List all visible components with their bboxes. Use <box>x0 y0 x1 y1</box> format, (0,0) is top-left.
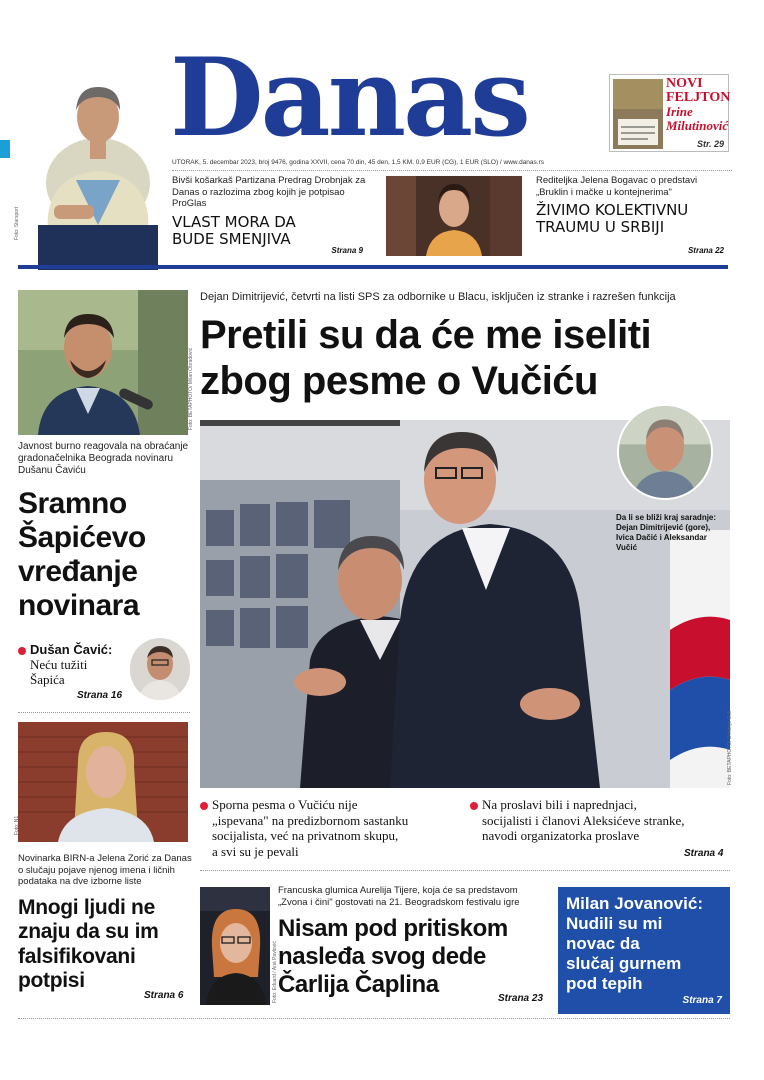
jovanovic-headline-1: Nudili su mi <box>566 914 663 933</box>
bottom-middle-headline-2: nasleđa svog dede <box>278 943 486 970</box>
bottom-middle-story[interactable] <box>278 885 550 999</box>
top-story-1[interactable] <box>172 175 367 257</box>
caption-line-2: Dejan Dimitrijević (gore), <box>616 523 711 532</box>
main-story[interactable] <box>200 290 730 404</box>
top-story-1-page: Strana 9 <box>331 246 363 255</box>
tijere-photo <box>200 887 270 1005</box>
main-bullet-1[interactable] <box>200 797 462 859</box>
cavic-quote[interactable] <box>18 642 138 687</box>
main-bullet-2[interactable] <box>470 797 732 844</box>
bottom-left-page: Strana 6 <box>144 990 184 1001</box>
feljton-author-1: Irine <box>666 104 693 119</box>
feljton-page: Str. 29 <box>696 139 724 149</box>
bottom-middle-headline-1: Nisam pod pritiskom <box>278 915 508 942</box>
zoric-photo-credit: Foto: N1 <box>14 815 20 835</box>
caption-line-1: Da li se bliži kraj saradnje: <box>616 513 717 522</box>
main-bullet-2-line-1: Na proslavi bili i naprednjaci, <box>482 797 637 812</box>
top-story-2-page: Strana 22 <box>687 246 724 255</box>
jovanovic-headline-2: novac da <box>566 934 640 953</box>
sapic-photo <box>18 290 188 435</box>
left-story-headline-1: Sramno <box>18 487 127 520</box>
zoric-photo <box>18 722 188 842</box>
top-story-2-headline-2: TRAUMU U SRBIJI <box>536 218 665 236</box>
main-story-kicker: Dejan Dimitrijević, četvrti na listi SPS za odbornike u Blacu, isključen iz stranke i razrešen funkcija <box>200 291 676 303</box>
left-story-kicker: Javnost burno reagovala na obraćanje gradonačelnika Beograda novinaru Dušanu Čaviću <box>18 441 189 476</box>
cyan-marker <box>0 140 10 158</box>
top-story-2-kicker: Rediteljka Jelena Bogavac o predstavi „Bruklin i mačke u kontejnerima" <box>536 175 698 198</box>
bottom-left-kicker: Novinarka BIRN-a Jelena Zorić za Danas o slučaju pojave njenog imena i ličnih podataka na dve izborne liste <box>18 853 192 887</box>
bottom-middle-kicker-1: Francuska glumica Aurelija Tijere, koja će sa predstavom <box>278 885 518 896</box>
sapic-photo-credit: Foto: BETAPHOTO/ Milan Obradović <box>188 347 194 430</box>
jovanovic-headline-4: pod tepih <box>566 974 643 993</box>
main-story-page: Strana 4 <box>684 848 724 859</box>
left-story-page: Strana 16 <box>77 690 123 701</box>
jovanovic-box[interactable] <box>558 887 730 1014</box>
top-story-1-headline-2: BUDE SMENJIVA <box>172 229 291 248</box>
jovanovic-page: Strana 7 <box>682 995 722 1006</box>
bullet-dot-icon <box>18 647 26 655</box>
masthead-bottom-bar <box>18 265 728 269</box>
main-bullet-1-line-1: Sporna pesma o Vučiću nije <box>212 797 358 812</box>
feljton-label-1: NOVI <box>666 76 703 91</box>
cavic-photo <box>130 638 190 700</box>
bottom-left-headline-2: znaju da su im <box>18 920 159 943</box>
main-bullet-1-line-4: a svi su je pevali <box>212 843 299 859</box>
main-story-headline-2: zbog pesme o Vučiću <box>200 359 598 403</box>
bottom-middle-page: Strana 23 <box>498 993 544 1004</box>
bottom-left-headline-1: Mnogi ljudi ne <box>18 895 155 919</box>
left-story-headline <box>18 487 190 623</box>
cavic-quote-line-1: Neću tužiti <box>30 657 88 672</box>
feljton-label-2: FELJTON <box>666 90 731 105</box>
left-story-headline-3: vređanje <box>18 555 138 588</box>
bottom-left-headline-3: falsifikovani <box>18 944 136 968</box>
main-bullet-2-line-3: navodi organizatorka proslave <box>482 828 640 843</box>
cavic-quote-name: Dušan Čavić: <box>30 642 113 657</box>
top-story-1-kicker: Bivši košarkaš Partizana Predrag Drobnjak za Danas o razlozima zbog kojih je potpisao ProGlas <box>172 175 366 209</box>
left-story-headline-4: novinara <box>18 589 140 622</box>
jovanovic-headline-3: slučaj gurnem <box>566 954 682 973</box>
left-story-headline-2: Šapićevo <box>18 521 146 554</box>
bullet-dot-icon <box>200 802 208 810</box>
jovanovic-name: Milan Jovanović: <box>566 894 703 913</box>
cover-photo-credit: Foto: Starsport <box>14 206 20 240</box>
feljton-author-2: Milutinović <box>666 118 729 133</box>
main-bullet-2-line-2: socijalisti i članovi Aleksićeve stranke, <box>482 812 685 828</box>
caption-line-3: Ivica Dačić i Aleksandar Vučić <box>616 533 707 552</box>
top-story-2[interactable] <box>536 175 728 257</box>
main-story-headline-1: Pretili su da će me iseliti <box>200 313 652 357</box>
top-story-2-headline-1: ŽIVIMO KOLEKTIVNU <box>536 201 689 219</box>
main-bullet-1-line-2: „ispevana" na predizbornom sastanku <box>212 812 409 828</box>
cover-person-photo <box>18 75 170 270</box>
dimitrijevic-inset-photo <box>617 404 713 500</box>
top-story-2-photo <box>386 176 522 256</box>
main-photo-credit: Foto: BETAPHOTO/ Dimitrije Goll <box>727 710 733 785</box>
tijere-photo-credit: Foto: Eduard / Ana Pavlović <box>272 941 278 1003</box>
main-bullet-1-line-3: socijalista, već na privatnom skupu, <box>212 828 399 843</box>
dateline: UTORAK, 5. decembar 2023, broj 9476, godina XXVII, cena 70 din, 45 den, 1,5 KM, 0,9 EUR (CG), 1 EUR (SLO) / www.danas.rs <box>172 159 545 166</box>
bullet-dot-icon <box>470 802 478 810</box>
left-story[interactable] <box>18 441 190 623</box>
bottom-left-story[interactable] <box>18 853 193 994</box>
bottom-middle-headline-3: Čarlija Čaplina <box>278 971 439 998</box>
cavic-quote-line-2: Šapića <box>30 672 65 687</box>
bottom-left-headline-4: potpisi <box>18 969 85 992</box>
main-photo-caption <box>616 513 728 553</box>
feljton-box[interactable] <box>609 74 729 152</box>
bottom-middle-kicker-2: „Zvona i čini" gostovati na 21. Beogradskom festivalu igre <box>278 897 520 908</box>
feljton-book-image <box>613 79 663 149</box>
masthead-logo[interactable]: Danas <box>170 35 528 161</box>
top-story-1-headline-1: VLAST MORA DA <box>172 212 296 231</box>
